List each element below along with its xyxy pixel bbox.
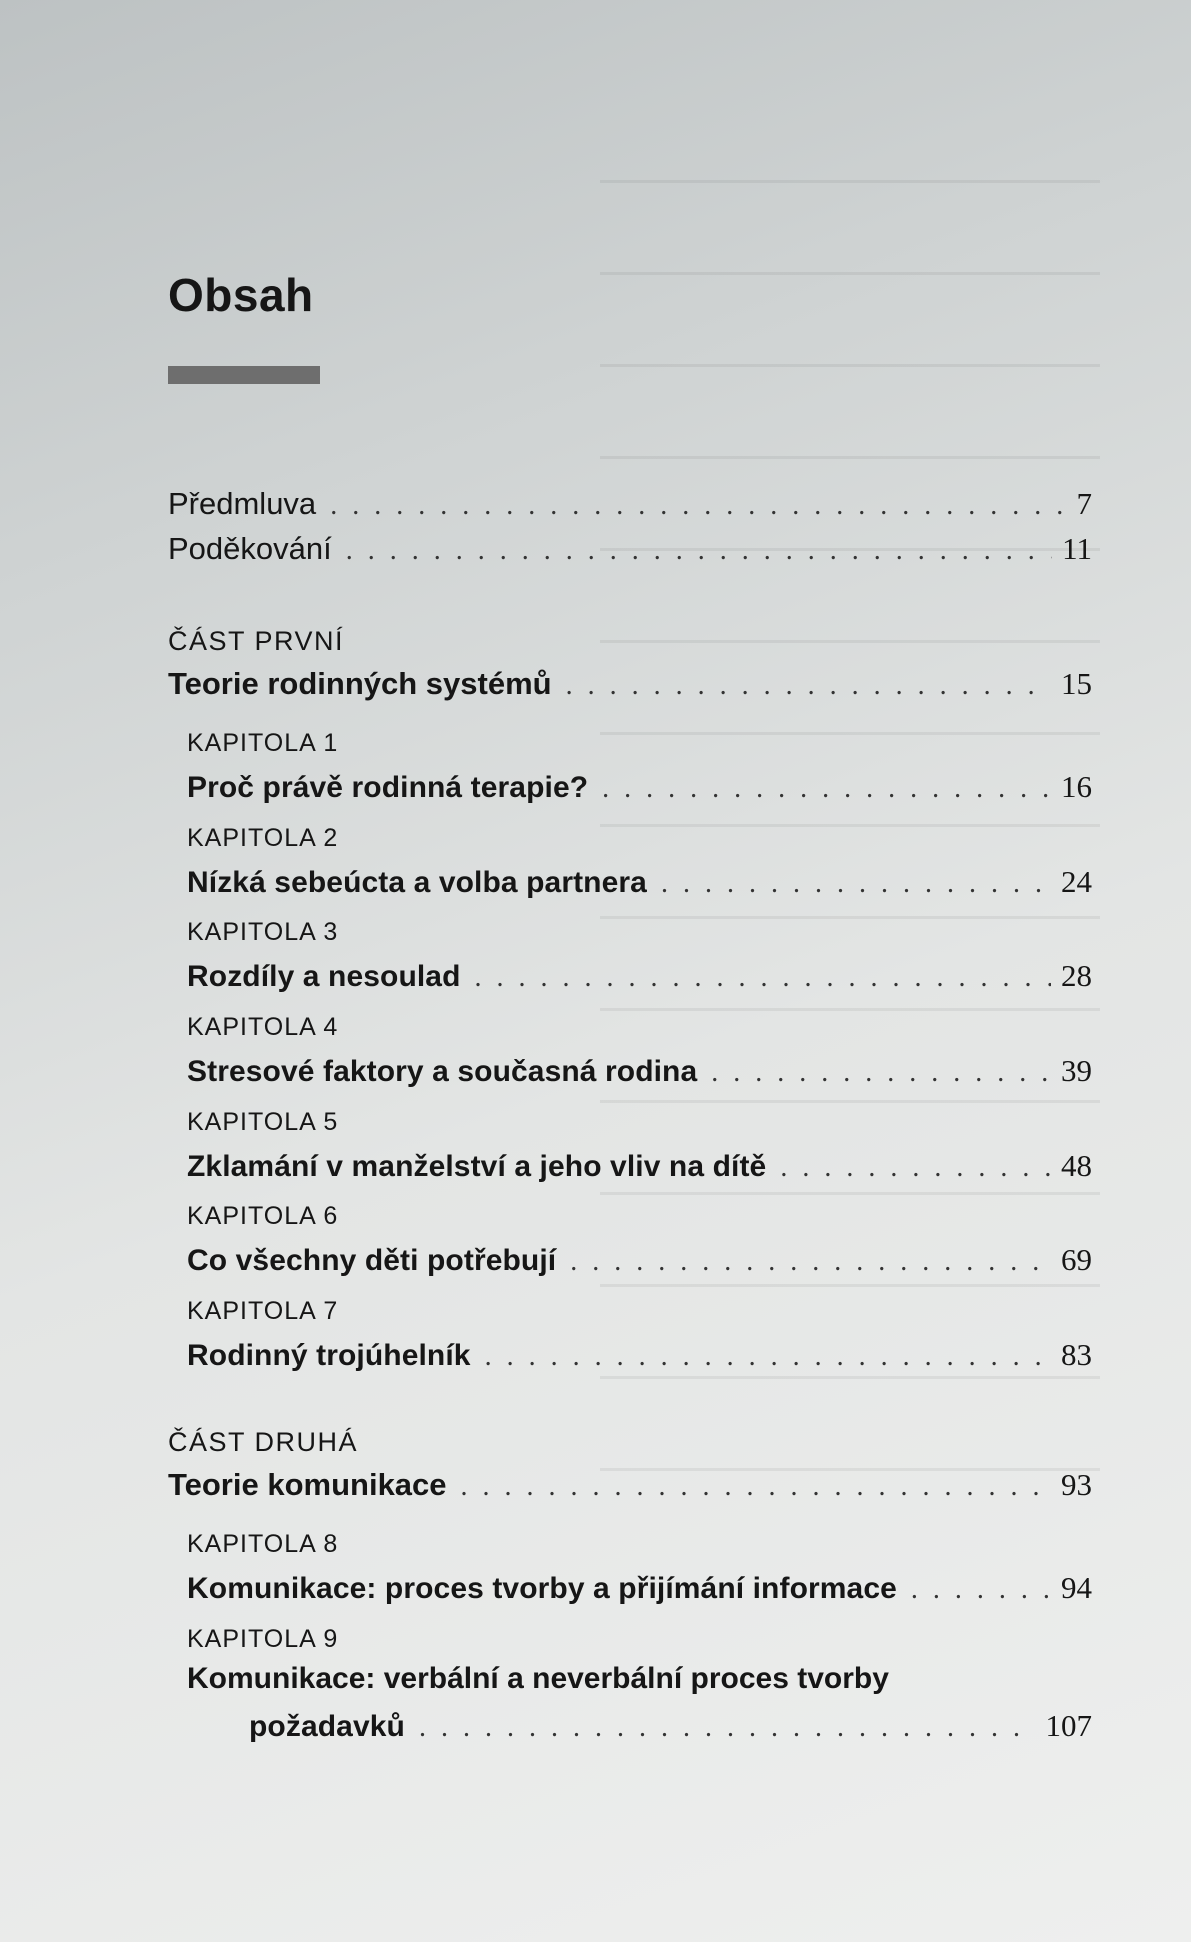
entry-page: 28 <box>1061 958 1092 993</box>
dot-leader <box>602 773 1051 805</box>
toc-entry-chapter-1[interactable] <box>187 769 1092 805</box>
chapter-title: Rodinný trojúhelník <box>187 1339 471 1372</box>
entry-page: 107 <box>1045 1708 1092 1743</box>
dot-leader <box>570 1246 1051 1278</box>
chapter-label: KAPITOLA 2 <box>187 824 339 852</box>
chapter-title: Nízká sebeúcta a volba partnera <box>187 866 647 899</box>
heading-underline-bar <box>168 366 320 384</box>
dot-leader <box>461 1471 1051 1503</box>
toc-entry-chapter-8[interactable] <box>187 1570 1092 1606</box>
dot-leader <box>330 490 1066 522</box>
chapter-title: Zklamání v manželství a jeho vliv na dítě <box>187 1150 767 1183</box>
chapter-title: Stresové faktory a současná rodina <box>187 1055 698 1088</box>
dot-leader <box>780 1152 1051 1184</box>
chapter-label: KAPITOLA 9 <box>187 1625 339 1653</box>
part-label: ČÁST DRUHÁ <box>168 1427 359 1457</box>
toc-entry-chapter-6[interactable] <box>187 1242 1092 1278</box>
entry-page: 7 <box>1076 486 1092 521</box>
chapter-label: KAPITOLA 4 <box>187 1013 339 1041</box>
chapter-label: KAPITOLA 5 <box>187 1108 339 1136</box>
dot-leader <box>711 1057 1051 1089</box>
entry-page: 11 <box>1062 531 1092 566</box>
entry-title: Předmluva <box>168 486 317 521</box>
toc-entry-chapter-9[interactable] <box>249 1708 1092 1744</box>
dot-leader <box>475 962 1051 994</box>
entry-page: 39 <box>1061 1053 1092 1088</box>
entry-page: 83 <box>1061 1337 1092 1372</box>
entry-page: 93 <box>1061 1467 1092 1502</box>
entry-title: Poděkování <box>168 531 332 566</box>
toc-entry-chapter-2[interactable] <box>187 864 1092 900</box>
toc-entry-part2[interactable] <box>168 1467 1092 1503</box>
dot-leader <box>566 670 1051 702</box>
entry-page: 16 <box>1061 769 1092 804</box>
part-title: Teorie komunikace <box>168 1467 447 1502</box>
dot-leader <box>346 535 1052 567</box>
toc-entry-chapter-4[interactable] <box>187 1053 1092 1089</box>
page-title: Obsah <box>168 269 314 321</box>
chapter-title: Komunikace: proces tvorby a přijímání informace <box>187 1572 897 1605</box>
show-through-texture <box>600 180 1100 1480</box>
chapter-label: KAPITOLA 8 <box>187 1530 339 1558</box>
entry-page: 15 <box>1061 666 1092 701</box>
dot-leader <box>485 1341 1051 1373</box>
toc-entry-chapter-5[interactable] <box>187 1148 1092 1184</box>
dot-leader <box>911 1574 1051 1606</box>
chapter-label: KAPITOLA 6 <box>187 1202 339 1230</box>
part-label: ČÁST PRVNÍ <box>168 626 345 656</box>
toc-entry-part1[interactable] <box>168 666 1092 702</box>
toc-entry-chapter-3[interactable] <box>187 958 1092 994</box>
toc-entry-podekovani[interactable] <box>168 531 1092 567</box>
part-title: Teorie rodinných systémů <box>168 666 552 701</box>
chapter-title: Co všechny děti potřebují <box>187 1244 557 1277</box>
chapter-title: Rozdíly a nesoulad <box>187 960 461 993</box>
entry-page: 24 <box>1061 864 1092 899</box>
chapter-title-line2: požadavků <box>249 1710 405 1743</box>
dot-leader <box>419 1712 1036 1744</box>
toc-entry-chapter-7[interactable] <box>187 1337 1092 1373</box>
chapter-label: KAPITOLA 3 <box>187 918 339 946</box>
chapter-title-line1[interactable]: Komunikace: verbální a neverbální proces tvorby <box>187 1662 889 1695</box>
chapter-label: KAPITOLA 1 <box>187 729 339 757</box>
toc-entry-predmluva[interactable] <box>168 486 1092 522</box>
dot-leader <box>661 868 1051 900</box>
entry-page: 48 <box>1061 1148 1092 1183</box>
chapter-label: KAPITOLA 7 <box>187 1297 339 1325</box>
chapter-title: Proč právě rodinná terapie? <box>187 771 589 804</box>
entry-page: 69 <box>1061 1242 1092 1277</box>
entry-page: 94 <box>1061 1570 1092 1605</box>
